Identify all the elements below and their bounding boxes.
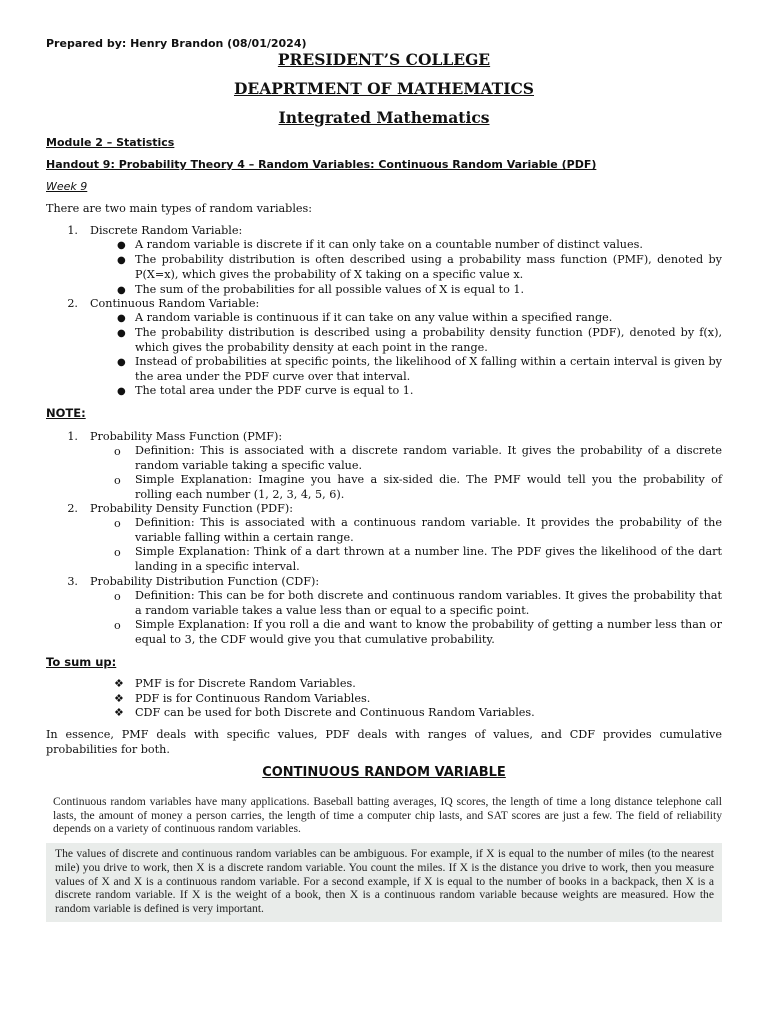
sum-up-item: PDF is for Continuous Random Variables. [135, 692, 371, 705]
type-number: 1. [67, 224, 78, 237]
bullet-icon: ● [117, 255, 126, 266]
type-bullet: A random variable is discrete if it can only take on a countable number of distinct values. [135, 238, 643, 251]
type-bullet: The probability distribution is described using a probability density function (PDF), denoted by f(x), which gives the probability density at each point in the range. [135, 326, 722, 354]
week-label: Week 9 [46, 180, 88, 193]
type-bullet: A random variable is continuous if it can take on any value within a specified range. [135, 311, 613, 324]
note-title: Probability Mass Function (PMF): [90, 430, 283, 443]
circle-bullet-icon: o [114, 546, 121, 559]
circle-bullet-icon: o [114, 517, 121, 530]
type-bullet: The sum of the probabilities for all possible values of X is equal to 1. [135, 283, 525, 296]
course-title: Integrated Mathematics [278, 108, 490, 127]
handout-heading: Handout 9: Probability Theory 4 – Random Variables: Continuous Random Variable (PDF) [46, 158, 597, 171]
note-item: Definition: This is associated with a discrete random variable. It gives the probability of a discrete random variable taking a specific value. [135, 444, 722, 472]
note-number: 3. [67, 575, 78, 588]
type-title: Discrete Random Variable: [90, 224, 243, 237]
bullet-icon: ● [117, 357, 126, 368]
bullet-icon: ● [117, 285, 126, 296]
section-title: CONTINUOUS RANDOM VARIABLE [262, 765, 506, 780]
textbook-excerpt: Continuous random variables have many applications. Baseball batting averages, IQ scores, the length of time a long distance telephone call lasts, the amount of money a person carries, the length of time a computer chip lasts, and SAT scores are just a few. The field of reliability depends on a variety of continuous random variables. [53, 795, 722, 836]
college-title: PRESIDENT’S COLLEGE [277, 50, 491, 69]
sum-up-item: CDF can be used for both Discrete and Continuous Random Variables. [135, 706, 535, 719]
sum-up-heading: To sum up: [46, 655, 117, 669]
note-title: Probability Density Function (PDF): [90, 502, 293, 515]
intro-text: There are two main types of random variables: [46, 202, 313, 215]
prepared-by: Prepared by: Henry Brandon (08/01/2024) [46, 37, 307, 50]
circle-bullet-icon: o [114, 445, 121, 458]
diamond-bullet-icon: ❖ [114, 692, 124, 705]
note-item: Definition: This is associated with a continuous random variable. It provides the probability of the variable falling within a certain range. [135, 516, 722, 544]
circle-bullet-icon: o [114, 474, 121, 487]
note-title: Probability Distribution Function (CDF): [90, 575, 320, 588]
circle-bullet-icon: o [114, 619, 121, 632]
textbook-excerpt-shaded: The values of discrete and continuous random variables can be ambiguous. For example, if X is equal to the number of miles (to the nearest mile) you drive to work, then X is a discrete random variable. You count the miles. If X is the distance you drive to work, then you measure values of X and X is a continuous random variable. For a second example, if X is equal to the number of books in a backpack, then X is a discrete random variable. If X is the weight of a book, then X is a continuous random variable because weights are measured. How the random variable is defined is very important. [46, 843, 722, 922]
module-heading: Module 2 – Statistics [46, 136, 175, 149]
type-title: Continuous Random Variable: [90, 297, 260, 310]
essence-paragraph: In essence, PMF deals with specific values, PDF deals with ranges of values, and CDF provides cumulative probabilities for both. [46, 728, 722, 756]
sum-up-item: PMF is for Discrete Random Variables. [135, 677, 356, 690]
bullet-icon: ● [117, 240, 126, 251]
circle-bullet-icon: o [114, 590, 121, 603]
bullet-icon: ● [117, 328, 126, 339]
note-number: 2. [67, 502, 78, 515]
department-title: DEAPRTMENT OF MATHEMATICS [233, 79, 535, 98]
note-item: Simple Explanation: Think of a dart thrown at a number line. The PDF gives the likelihood of the dart landing in a specific interval. [135, 545, 722, 573]
note-heading: NOTE: [46, 406, 86, 420]
type-bullet: Instead of probabilities at specific points, the likelihood of X falling within a certain interval is given by the area under the PDF curve over that interval. [135, 355, 722, 383]
diamond-bullet-icon: ❖ [114, 677, 124, 690]
bullet-icon: ● [117, 313, 126, 324]
bullet-icon: ● [117, 386, 126, 397]
note-item: Definition: This can be for both discrete and continuous random variables. It gives the probability that a random variable takes a value less than or equal to a specific point. [135, 589, 722, 617]
note-item: Simple Explanation: Imagine you have a six-sided die. The PMF would tell you the probability of rolling each number (1, 2, 3, 4, 5, 6). [135, 473, 722, 501]
type-number: 2. [67, 297, 78, 310]
type-bullet: The total area under the PDF curve is equal to 1. [135, 384, 414, 397]
type-bullet: The probability distribution is often described using a probability mass function (PMF), denoted by P(X=x), which gives the probability of X taking on a specific value x. [135, 253, 722, 281]
diamond-bullet-icon: ❖ [114, 706, 124, 719]
note-item: Simple Explanation: If you roll a die and want to know the probability of getting a number less than or equal to 3, the CDF would give you that cumulative probability. [135, 618, 722, 646]
note-number: 1. [67, 430, 78, 443]
